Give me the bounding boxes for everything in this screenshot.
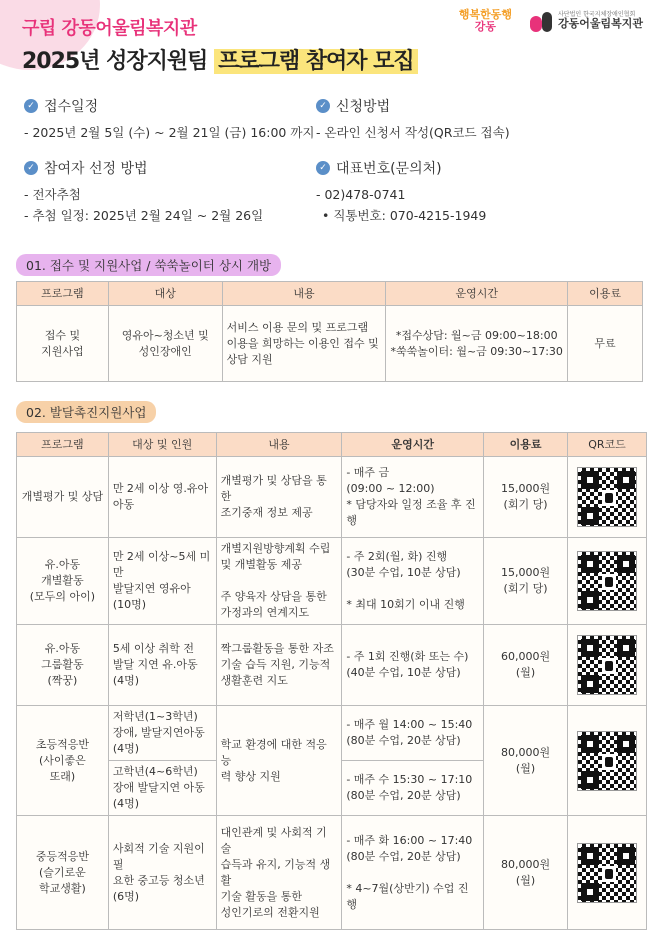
cell-program: 중등적응반 (슬기로운 학교생활) [17, 816, 109, 930]
check-icon: ✓ [316, 99, 330, 113]
select-line1: - 전자추첨 [24, 187, 81, 202]
cell-target-lower: 저학년(1~3학년) 장애, 발달지연아동 (4명) [108, 706, 216, 761]
page-title [22, 44, 418, 75]
cell-content: 대인관계 및 사회적 기술 습득과 유지, 기능적 생활 기술 활동을 통한 성인기로의 전환지원 [216, 816, 342, 930]
cell-hours: *접수상담: 월~금 09:00~18:00 *쑥쑥놀이터: 월~금 09:30~17:30 [386, 306, 568, 382]
gangdong-logo-line1: 행복한동행 [458, 7, 512, 21]
cell-fee: 무료 [568, 306, 643, 382]
cell-hours: - 주 2회(월, 화) 진행 (30분 수업, 10분 상담) * 최대 10회기 이내 진행 [342, 538, 484, 625]
cell-qr [567, 816, 646, 930]
cell-qr [567, 457, 646, 538]
qr-code-icon[interactable] [577, 467, 637, 527]
qr-code-icon[interactable] [577, 843, 637, 903]
method-title: 신청방법 [336, 99, 391, 115]
page-header [22, 14, 418, 75]
table-header-row [17, 282, 643, 306]
contact-line2: • 직통번호: 070-4215-1949 [322, 208, 487, 223]
select-title: 참여자 선정 방법 [44, 161, 148, 177]
cell-qr [567, 706, 646, 816]
cell-hours: - 매주 금 (09:00 ~ 12:00) * 담당자와 일정 조율 후 진행 [342, 457, 484, 538]
select-line2: - 추첨 일정: 2025년 2월 24일 ~ 2월 26일 [24, 208, 264, 223]
section2-table [16, 432, 647, 930]
cell-fee: 80,000원 (월) [484, 816, 568, 930]
cell-program: 유.아동 개별활동 (모두의 아이) [17, 538, 109, 625]
header-hours: 운영시간 [342, 433, 484, 457]
table-row [17, 706, 647, 761]
cell-target: 영유아~청소년 및 성인장애인 [108, 306, 222, 382]
header-target: 대상 및 인원 [108, 433, 216, 457]
center-logo-small: 사단법인 한국지체장애인협회 [557, 10, 636, 18]
header-fee: 이용료 [484, 433, 568, 457]
section2-title: 02. 발달촉진지원사업 [16, 401, 156, 423]
cell-fee: 60,000원 (월) [484, 625, 568, 706]
cell-target-upper: 고학년(4~6학년) 장애 발달지연 아동 (4명) [108, 761, 216, 816]
cell-content: 학교 환경에 대한 적응능 력 향상 지원 [216, 706, 342, 816]
cell-program: 초등적응반 (사이좋은 또래) [17, 706, 109, 816]
header-content: 내용 [222, 282, 386, 306]
cell-hours-upper: - 매주 수 15:30 ~ 17:10 (80분 수업, 20분 상담) [342, 761, 484, 816]
table-row [17, 625, 647, 706]
center-logo-icon [528, 8, 554, 34]
cell-target: 사회적 기술 지원이 필 요한 중고등 청소년 (6명) [108, 816, 216, 930]
gangdong-logo [459, 9, 512, 33]
header-program: 프로그램 [17, 282, 109, 306]
title-highlight: 프로그램 참여자 모집 [214, 49, 418, 74]
check-icon: ✓ [316, 161, 330, 175]
header-qr: QR코드 [567, 433, 646, 457]
cell-content: 개별평가 및 상담을 통한 조기중재 정보 제공 [216, 457, 342, 538]
cell-qr [567, 625, 646, 706]
cell-hours: - 매주 화 16:00 ~ 17:40 (80분 수업, 20분 상담) * 4~7월(상반기) 수업 진행 [342, 816, 484, 930]
cell-target: 만 2세 이상 영.유아 아동 [108, 457, 216, 538]
check-icon: ✓ [24, 161, 38, 175]
section1-title: 01. 접수 및 지원사업 / 쑥쑥놀이터 상시 개방 [16, 254, 281, 276]
center-logo [528, 8, 643, 34]
cell-content: 서비스 이용 문의 및 프로그램 이용을 희망하는 이용인 접수 및 상담 지원 [222, 306, 386, 382]
qr-code-icon[interactable] [577, 731, 637, 791]
section1-table [16, 281, 643, 382]
cell-program: 접수 및 지원사업 [17, 306, 109, 382]
cell-fee: 15,000원 (회기 당) [484, 538, 568, 625]
check-icon: ✓ [24, 99, 38, 113]
contact-title: 대표번호(문의처) [336, 161, 442, 177]
schedule-title: 접수일정 [44, 99, 99, 115]
contact-line1: - 02)478-0741 [316, 187, 406, 202]
table-row [17, 816, 647, 930]
qr-code-icon[interactable] [577, 635, 637, 695]
qr-code-icon[interactable] [577, 551, 637, 611]
logos [459, 8, 643, 34]
cell-content: 개별지원방향계획 수립 및 개별활동 제공 주 양육자 상담을 통한 가정과의 연계지도 [216, 538, 342, 625]
table-row [17, 457, 647, 538]
org-name: 구립 강동어울림복지관 [22, 18, 197, 39]
cell-target: 5세 이상 취학 전 발달 지연 유.아동 (4명) [108, 625, 216, 706]
header-hours: 운영시간 [386, 282, 568, 306]
cell-content: 짝그룹활동을 통한 자조 기술 습득 지원, 기능적 생활훈련 지도 [216, 625, 342, 706]
header-target: 대상 [108, 282, 222, 306]
cell-program: 개별평가 및 상담 [17, 457, 109, 538]
table-row [17, 306, 643, 382]
header-program: 프로그램 [17, 433, 109, 457]
cell-hours: - 주 1회 진행(화 또는 수) (40분 수업, 10분 상담) [342, 625, 484, 706]
cell-hours-lower: - 매주 월 14:00 ~ 15:40 (80분 수업, 20분 상담) [342, 706, 484, 761]
table-header-row [17, 433, 647, 457]
cell-fee: 15,000원 (회기 당) [484, 457, 568, 538]
gangdong-logo-line2: 강동 [474, 20, 497, 33]
title-main: 2025년 성장지원팀 [22, 49, 208, 74]
header-fee: 이용료 [568, 282, 643, 306]
table-row [17, 538, 647, 625]
cell-target: 만 2세 이상~5세 미만 발달지연 영유아 (10명) [108, 538, 216, 625]
method-text: - 온라인 신청서 작성(QR코드 접속) [316, 125, 510, 140]
schedule-text: - 2025년 2월 5일 (수) ~ 2월 21일 (금) 16:00 까지 [24, 125, 315, 140]
header-content: 내용 [216, 433, 342, 457]
cell-program: 유.아동 그룹활동 (짝꿍) [17, 625, 109, 706]
center-logo-name: 강동어울림복지관 [557, 17, 643, 31]
cell-fee: 80,000원 (월) [484, 706, 568, 816]
cell-qr [567, 538, 646, 625]
